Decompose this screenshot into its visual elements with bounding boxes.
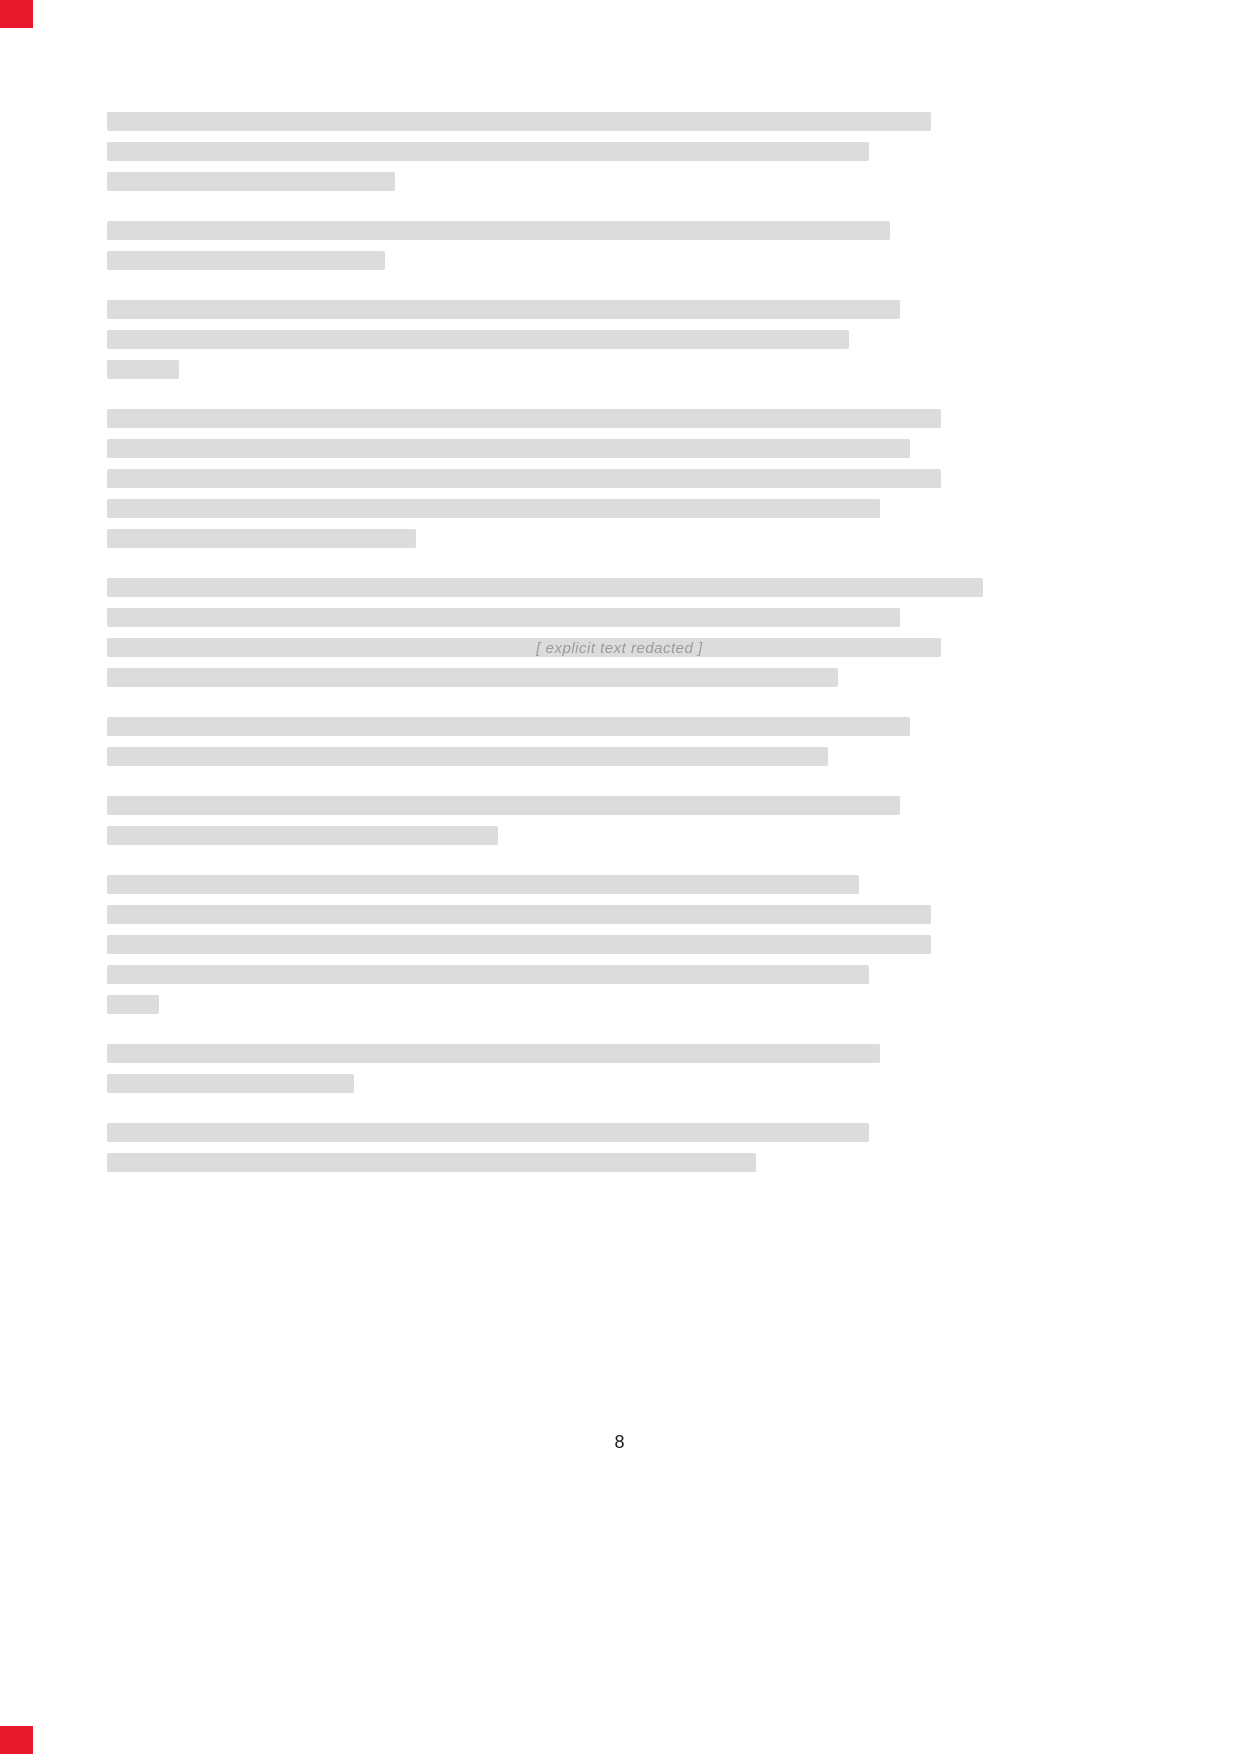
redacted-line [107,1123,869,1142]
redacted-line [107,251,385,270]
redacted-line [107,499,880,518]
redaction-notice: [ explicit text redacted ] [536,640,703,657]
redacted-paragraph [107,409,1137,548]
redacted-line [107,935,931,954]
redacted-line [107,142,869,161]
redacted-line [107,608,900,627]
redacted-line [107,1074,354,1093]
redacted-line [107,905,931,924]
redacted-paragraph [107,875,1137,1014]
red-corner-marker-bottom-left [0,1726,33,1754]
redacted-line [107,300,900,319]
red-corner-marker-top-left [0,0,33,28]
redacted-line [107,995,159,1014]
redacted-line [107,360,179,379]
redacted-paragraph [107,1044,1137,1093]
page-number: 8 [614,1432,625,1452]
redacted-line [107,1153,756,1172]
redacted-line [107,717,910,736]
redacted-line [107,826,498,845]
redacted-paragraph [107,578,1137,687]
redacted-line [107,529,416,548]
redacted-line [107,1044,880,1063]
redacted-line [107,172,395,191]
redacted-line [107,469,941,488]
body-text-area [107,112,1137,1202]
redacted-paragraph [107,221,1137,270]
redacted-line [107,330,849,349]
redacted-line [107,965,869,984]
redacted-line [107,439,910,458]
redacted-line [107,875,859,894]
redacted-line [107,796,900,815]
redacted-paragraph [107,1123,1137,1172]
redacted-line [107,668,838,687]
redacted-paragraph [107,112,1137,191]
redacted-line [107,578,983,597]
redacted-line [107,747,828,766]
redacted-paragraph [107,796,1137,845]
redacted-line [107,221,890,240]
redacted-paragraph [107,717,1137,766]
redacted-line [107,409,941,428]
redacted-line [107,112,931,131]
redacted-paragraph [107,300,1137,379]
